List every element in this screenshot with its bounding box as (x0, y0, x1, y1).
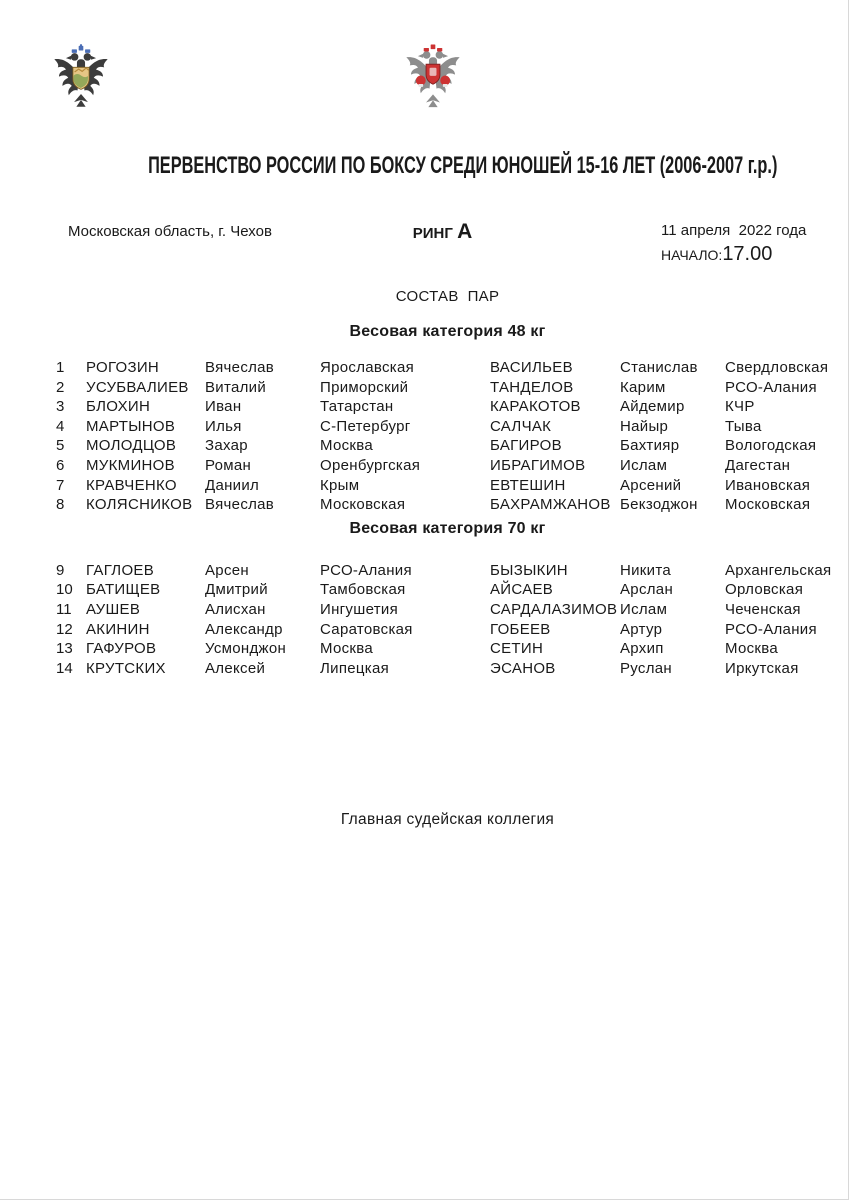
pairs-section (50, 288, 845, 678)
blue-corner-firstname: Найыр (620, 417, 669, 435)
red-corner-firstname: Виталий (205, 378, 267, 396)
datetime-block (661, 222, 806, 266)
category-heading: Весовая категория 70 кг (349, 519, 546, 537)
blue-corner-region: Чеченская (725, 600, 801, 618)
page-title (0, 153, 849, 179)
blue-corner-firstname: Ислам (620, 600, 668, 618)
bout-row (50, 580, 845, 600)
blue-corner-region: Дагестан (725, 456, 791, 474)
red-corner-surname: БАТИЩЕВ (86, 581, 161, 599)
red-corner-surname: БЛОХИН (86, 398, 151, 416)
blue-corner-firstname: Арслан (620, 581, 674, 599)
red-corner-firstname: Илья (205, 417, 242, 435)
blue-corner-region: Свердловская (725, 359, 829, 376)
start-time-value: 17.00 (722, 243, 773, 265)
footer-text: Главная судейская коллегия (340, 811, 555, 828)
red-corner-firstname: Даниил (205, 476, 260, 494)
blue-corner-surname: СЕТИН (490, 640, 544, 658)
blue-corner-firstname: Артур (620, 620, 663, 638)
bout-number: 8 (56, 496, 65, 514)
bout-row (50, 358, 845, 378)
start-time-line (661, 243, 806, 266)
bout-row (50, 378, 845, 398)
categories-container (50, 323, 845, 678)
blue-corner-surname: ЕВТЕШИН (490, 476, 566, 494)
weight-category (50, 520, 845, 679)
blue-corner-firstname: Айдемир (620, 398, 685, 416)
red-corner-firstname: Алисхан (205, 600, 266, 618)
red-corner-region: Оренбургская (320, 456, 421, 474)
red-corner-firstname: Вячеслав (205, 496, 275, 514)
blue-corner-region: Архангельская (725, 561, 832, 579)
bout-row (50, 639, 845, 659)
red-corner-firstname: Иван (205, 398, 242, 416)
bout-number: 9 (56, 561, 65, 579)
bout-number: 11 (56, 600, 72, 618)
red-corner-region: С-Петербург (320, 417, 411, 435)
blue-corner-surname: ИБРАГИМОВ (490, 456, 586, 474)
red-corner-region: Липецкая (320, 659, 390, 677)
blue-corner-firstname: Архип (620, 640, 664, 658)
bout-row (50, 620, 845, 640)
blue-corner-surname: ВАСИЛЬЕВ (490, 359, 573, 376)
bout-row (50, 600, 845, 620)
bout-rows (50, 561, 845, 679)
red-corner-firstname: Дмитрий (205, 581, 268, 599)
red-corner-surname: УСУБВАЛИЕВ (86, 378, 189, 396)
blue-corner-region: Ивановская (725, 476, 811, 494)
bout-row (50, 561, 845, 581)
bout-number: 2 (56, 378, 65, 396)
red-corner-firstname: Роман (205, 456, 252, 474)
red-corner-surname: МОЛОДЦОВ (86, 437, 177, 455)
blue-corner-firstname: Руслан (620, 659, 673, 677)
category-heading: Весовая категория 48 кг (349, 323, 546, 340)
blue-corner-region: Московская (725, 496, 811, 514)
bout-row (50, 436, 845, 456)
blue-corner-region: Тыва (725, 417, 762, 435)
red-corner-region: Саратовская (320, 620, 413, 638)
page-title-text: ПЕРВЕНСТВО РОССИИ ПО БОКСУ СРЕДИ ЮНОШЕЙ 15-16 ЛЕТ (2006-2007 г.р.) (148, 152, 778, 180)
red-corner-surname: КОЛЯСНИКОВ (86, 496, 193, 514)
bout-row (50, 397, 845, 417)
blue-corner-surname: ЭСАНОВ (490, 659, 556, 677)
red-corner-region: Москва (320, 640, 374, 658)
red-corner-surname: КРУТСКИХ (86, 659, 166, 677)
ring-word: РИНГ (412, 225, 453, 242)
red-corner-region: Тамбовская (320, 581, 406, 599)
bout-number: 14 (56, 659, 73, 677)
red-corner-region: Татарстан (320, 398, 394, 416)
blue-corner-surname: АЙСАЕВ (490, 581, 554, 599)
blue-corner-region: КЧР (725, 398, 755, 416)
venue-text: Московская область, г. Чехов (68, 223, 272, 240)
blue-corner-surname: БАГИРОВ (490, 437, 562, 455)
blue-corner-firstname: Бахтияр (620, 437, 680, 455)
bout-row (50, 495, 845, 515)
bout-number: 5 (56, 437, 65, 455)
start-label: НАЧАЛО: (661, 247, 723, 263)
bout-row (50, 659, 845, 679)
section-title: СОСТАВ ПАР (395, 288, 500, 305)
blue-corner-surname: БЫЗЫКИН (490, 561, 568, 579)
bout-number: 13 (56, 640, 73, 658)
bout-number: 10 (56, 581, 73, 599)
red-corner-surname: АКИНИН (86, 620, 150, 638)
red-corner-surname: МАРТЫНОВ (86, 417, 176, 435)
bout-number: 12 (56, 620, 73, 638)
bout-number: 3 (56, 398, 65, 416)
blue-corner-firstname: Ислам (620, 456, 668, 474)
bout-number: 6 (56, 456, 65, 474)
blue-corner-region: Москва (725, 640, 779, 658)
red-corner-region: Ингушетия (320, 600, 398, 618)
red-corner-region: Ярославская (320, 359, 415, 376)
blue-corner-firstname: Карим (620, 378, 666, 396)
blue-corner-firstname: Никита (620, 561, 671, 579)
blue-corner-surname: КАРАКОТОВ (490, 398, 581, 416)
red-corner-firstname: Вячеслав (205, 359, 275, 376)
red-corner-surname: КРАВЧЕНКО (86, 476, 177, 494)
blue-corner-surname: ТАНДЕЛОВ (490, 378, 574, 396)
bout-row (50, 417, 845, 437)
boxing-federation-eagle-icon (404, 42, 462, 117)
red-corner-surname: ГАФУРОВ (86, 640, 157, 658)
blue-corner-region: РСО-Алания (725, 378, 817, 396)
bout-number: 7 (56, 476, 65, 494)
blue-corner-surname: САРДАЛАЗИМОВ (490, 600, 618, 618)
blue-corner-region: Вологодская (725, 437, 817, 455)
bout-row (50, 476, 845, 496)
blue-corner-region: Орловская (725, 581, 804, 599)
event-date: 11 апреля 2022 года (661, 222, 807, 239)
blue-corner-region: Иркутская (725, 659, 799, 677)
blue-corner-firstname: Арсений (620, 476, 682, 494)
blue-corner-firstname: Бекзоджон (620, 496, 698, 514)
red-corner-surname: МУКМИНОВ (86, 456, 175, 474)
bout-number: 4 (56, 417, 65, 435)
bout-number: 1 (56, 359, 65, 376)
blue-corner-surname: ГОБЕЕВ (490, 620, 551, 638)
red-corner-surname: АУШЕВ (86, 600, 141, 618)
red-corner-region: Приморский (320, 378, 409, 396)
blue-corner-surname: БАХРАМЖАНОВ (490, 496, 611, 514)
red-corner-surname: РОГОЗИН (86, 359, 160, 376)
blue-corner-surname: САЛЧАК (490, 417, 552, 435)
red-corner-firstname: Алексей (205, 659, 266, 677)
red-corner-surname: ГАГЛОЕВ (86, 561, 155, 579)
red-corner-region: Москва (320, 437, 374, 455)
red-corner-firstname: Захар (205, 437, 248, 455)
red-corner-firstname: Усмонджон (205, 640, 287, 658)
bout-row (50, 456, 845, 476)
red-corner-firstname: Александр (205, 620, 283, 638)
ministry-of-sport-eagle-icon (52, 44, 110, 116)
red-corner-region: РСО-Алания (320, 561, 412, 579)
blue-corner-region: РСО-Алания (725, 620, 817, 638)
bout-rows (50, 358, 845, 515)
red-corner-region: Крым (320, 476, 360, 494)
red-corner-region: Московская (320, 496, 406, 514)
ring-letter: А (457, 220, 473, 243)
red-corner-firstname: Арсен (205, 561, 249, 579)
blue-corner-firstname: Станислав (620, 359, 698, 376)
weight-category (50, 323, 845, 515)
